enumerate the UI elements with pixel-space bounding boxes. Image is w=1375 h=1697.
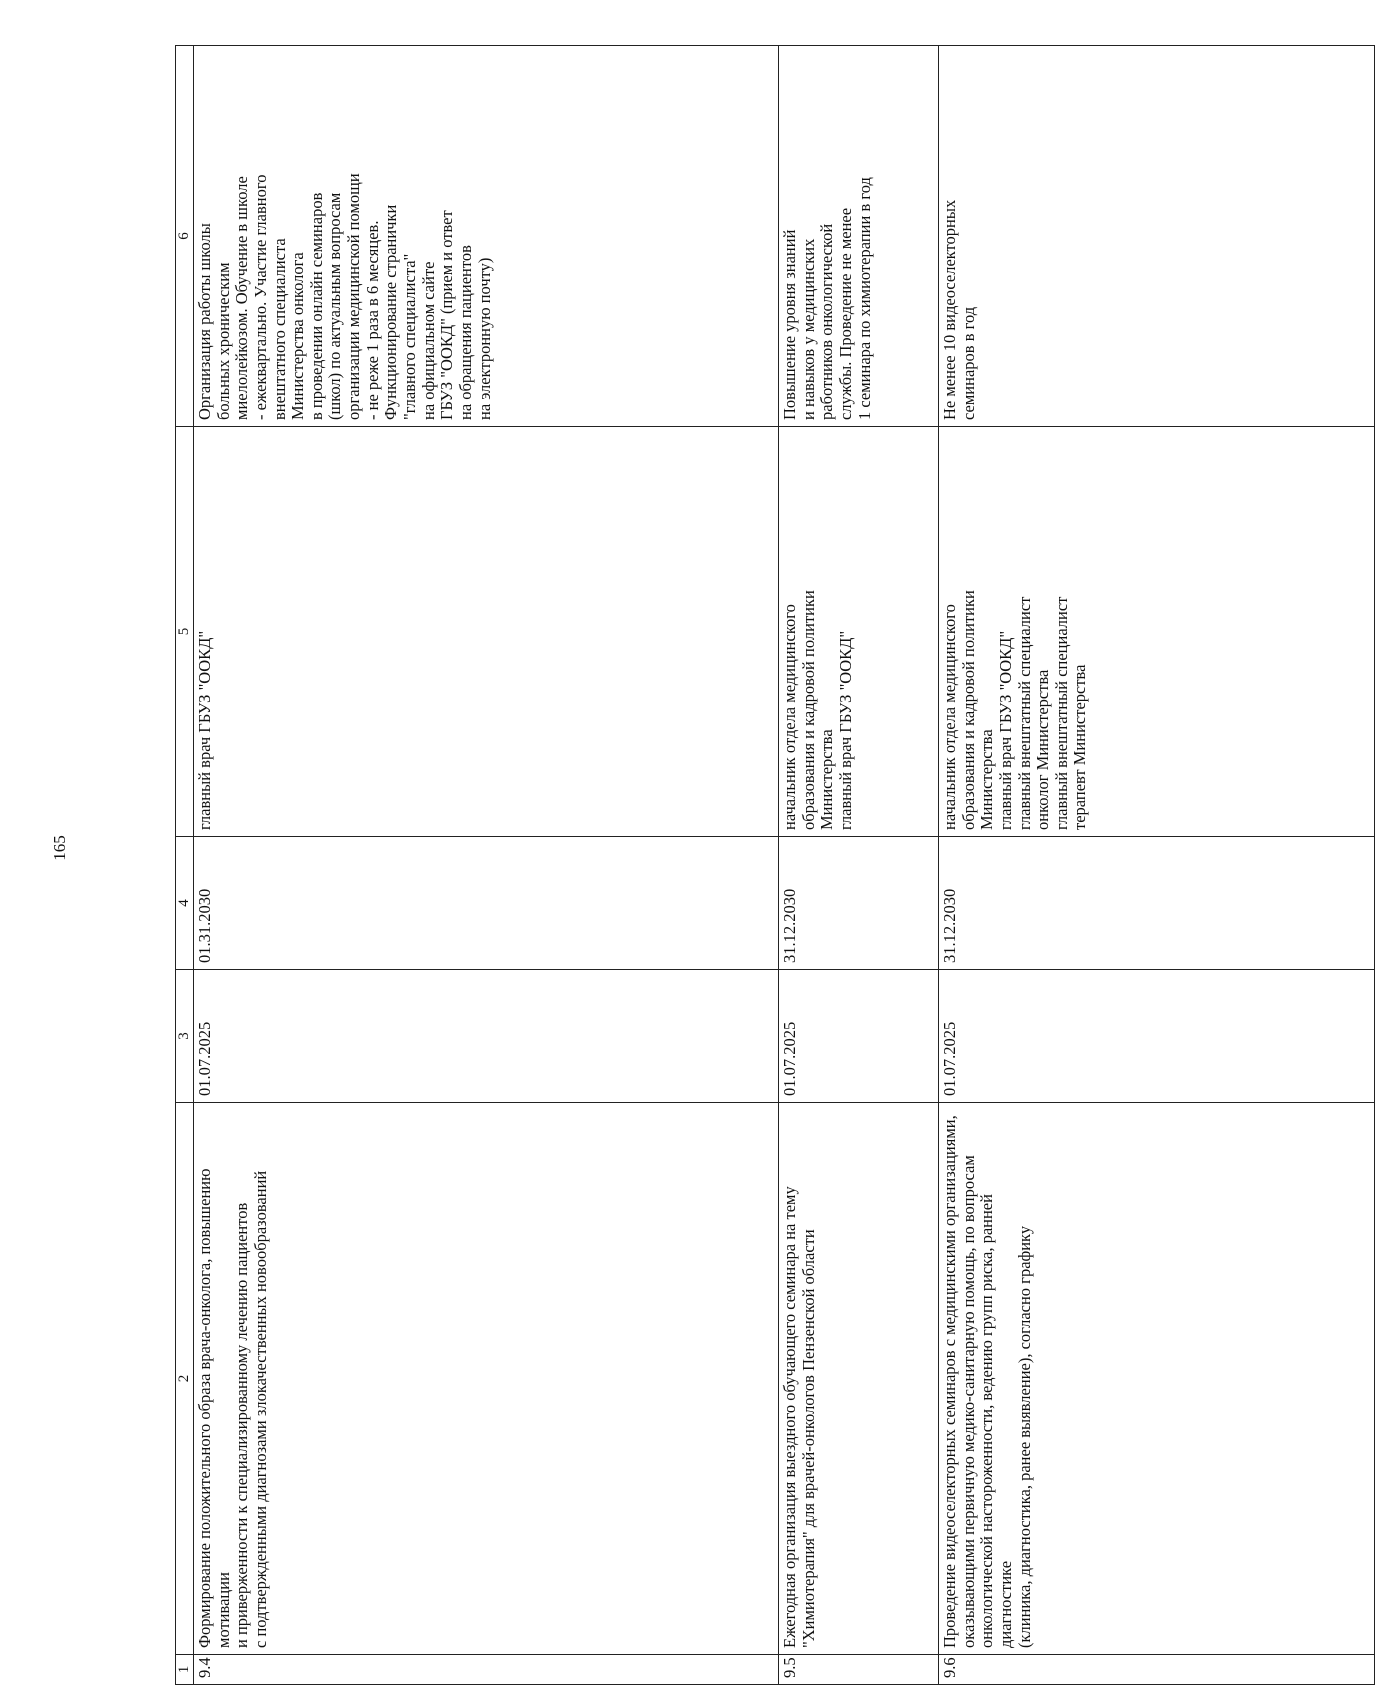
row-number: 9.6 — [939, 1655, 1375, 1685]
header-col-1: 1 — [176, 1655, 194, 1685]
header-col-4: 4 — [176, 837, 194, 970]
header-col-5: 5 — [176, 427, 194, 837]
event-cell: Формирование положительного образа врача-онколога, повышению мотивации и приверженности к специализированному лечению пациентов с подтвержденными диагнозами злокачественных новообразований — [194, 1103, 779, 1655]
event-cell: Ежегодная организация выездного обучающего семинара на тему "Химиотерапия" для врачей-онкологов Пензенской области — [779, 1103, 939, 1655]
result-cell: Организация работы школы больных хроническим миелолейкозом. Обучение в школе - ежеквартально. Участие главного внештатного специалиста Министерства онколога в проведении онлайн семинаров (школ) по актуальным вопросам организации медицинской помощи - не реже 1 раза в 6 месяцев. Функционирование странички "главного специалиста" на официальном сайте ГБУЗ "ООКД" (прием и ответ на обращения пациентов на электронную почту) — [194, 46, 779, 427]
end-date-cell: 01.31.2030 — [194, 837, 779, 970]
result-cell: Не менее 10 видеоселекторных семинаров в год — [939, 46, 1375, 427]
start-date-cell: 01.07.2025 — [779, 970, 939, 1103]
responsible-cell: главный врач ГБУЗ "ООКД" — [194, 427, 779, 837]
table-row — [779, 46, 939, 1685]
table-row — [194, 46, 779, 1685]
header-col-2: 2 — [176, 1103, 194, 1655]
measures-table — [175, 45, 1375, 1685]
row-number: 9.4 — [194, 1655, 779, 1685]
header-col-3: 3 — [176, 970, 194, 1103]
header-row — [176, 46, 194, 1685]
row-number: 9.5 — [779, 1655, 939, 1685]
page-number: 165 — [50, 835, 69, 861]
result-cell: Повышение уровня знаний и навыков у медицинских работников онкологической службы. Проведение не менее 1 семинара по химиотерапии в год — [779, 46, 939, 427]
table-viewport — [175, 46, 1090, 1685]
end-date-cell: 31.12.2030 — [779, 837, 939, 970]
start-date-cell: 01.07.2025 — [939, 970, 1375, 1103]
table-row — [939, 46, 1375, 1685]
landscape-page — [175, 46, 1090, 1685]
end-date-cell: 31.12.2030 — [939, 837, 1375, 970]
header-col-6: 6 — [176, 46, 194, 427]
start-date-cell: 01.07.2025 — [194, 970, 779, 1103]
responsible-cell: начальник отдела медицинского образования и кадровой политики Министерства главный врач ГБУЗ "ООКД" — [779, 427, 939, 837]
responsible-cell: начальник отдела медицинского образования и кадровой политики Министерства главный врач ГБУЗ "ООКД" главный внештатный специалист онколог Министерства главный внештатный специалист терапевт Министерства — [939, 427, 1375, 837]
event-cell: Проведение видеоселекторных семинаров с медицинскими организациями, оказывающими первичную медико-санитарную помощь, по вопросам онкологической настороженности, ведению групп риска, ранней диагностике (клиника, диагностика, ранее выявление), согласно графику — [939, 1103, 1375, 1655]
